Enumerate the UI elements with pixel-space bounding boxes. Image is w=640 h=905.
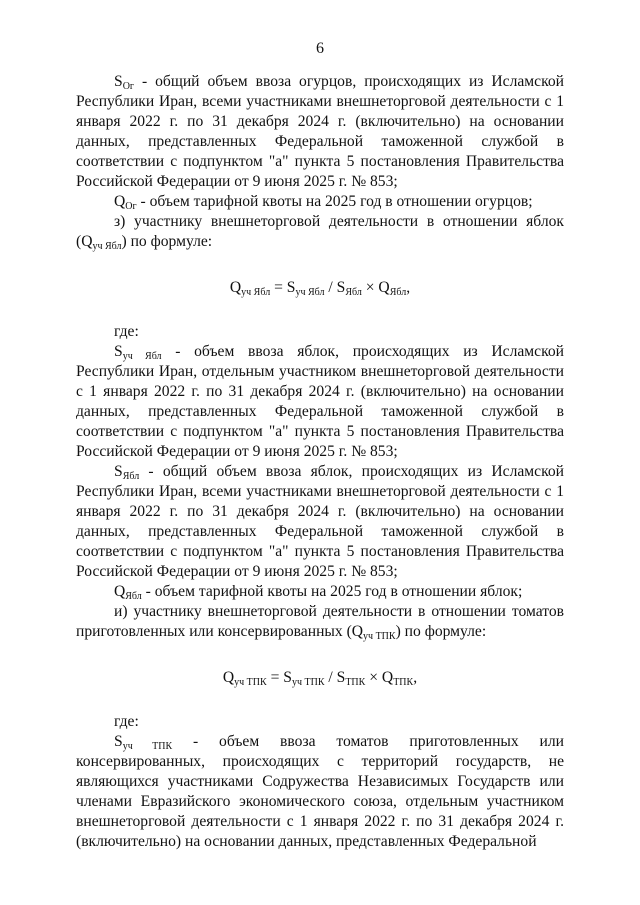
symbol: S xyxy=(114,73,123,90)
where-label-2: где: xyxy=(114,713,139,730)
symbol: Q xyxy=(114,193,126,210)
symbol: S xyxy=(114,463,123,480)
clause-text: и) участнику внешнеторговой деятельности в отношении томатов приготовленных или консервированных (Q xyxy=(76,603,564,640)
definition-s-uch-ybl xyxy=(76,342,564,462)
clause-text-end: ) по формуле: xyxy=(395,623,487,640)
definition-text: - объем ввоза томатов приготовленных или консервированных, происходящих с территорий государств, не являющихся участниками Содружества Независимых Государств или членами Евразийского экономического союза, отдельным участником внешнеторговой деятельности с 1 января 2022 г. по 31 декабря 2024 г. (включительно) на основании данных, представленных Федеральной xyxy=(76,733,564,850)
definition-text: - общий объем ввоза огурцов, происходящих из Исламской Республики Иран, всеми участниками внешнеторговой деятельности с 1 января 2022 г. по 31 декабря 2024 г. (включительно) на основании данных, представленных Федеральной таможенной службой в соответствии с подпунктом "а" пункта 5 постановления Правительства Российской Федерации от 9 июня 2025 г. № 853; xyxy=(76,73,564,190)
symbol-subscript: уч Ябл xyxy=(122,351,162,362)
definition-s-ybl xyxy=(76,462,564,582)
page-content xyxy=(76,72,564,852)
symbol-subscript: Ябл xyxy=(125,591,142,602)
definition-q-og xyxy=(76,192,564,212)
symbol-subscript: Ябл xyxy=(122,471,140,482)
clause-text: з) участнику внешнеторговой деятельности в отношении яблок (Q xyxy=(76,213,564,250)
where-label-1: где: xyxy=(114,323,139,340)
symbol-subscript: Ог xyxy=(122,81,135,92)
clause-text-end: ) по формуле: xyxy=(121,233,213,250)
definition-s-uch-tpk xyxy=(76,732,564,852)
clause-i xyxy=(76,602,564,642)
symbol-subscript: Ог xyxy=(125,201,137,212)
symbol-subscript: уч ТПК xyxy=(122,741,173,752)
definition-text: - объем тарифной квоты на 2025 год в отношении яблок; xyxy=(141,583,523,600)
clause-z xyxy=(76,212,564,252)
definition-text: - общий объем ввоза яблок, происходящих из Исламской Республики Иран, всеми участниками внешнеторговой деятельности с 1 января 2022 г. по 31 декабря 2024 г. (включительно) на основании данных, представленных Федеральной таможенной службой в соответствии с подпунктом "а" пункта 5 постановления Правительства Российской Федерации от 9 июня 2025 г. № 853; xyxy=(76,463,564,580)
symbol-subscript: уч Ябл xyxy=(92,241,122,252)
symbol: S xyxy=(114,733,123,750)
symbol: S xyxy=(114,343,123,360)
symbol-subscript: уч ТПК xyxy=(363,631,396,642)
symbol: Q xyxy=(114,583,126,600)
definition-text: - объем тарифной квоты на 2025 год в отношении огурцов; xyxy=(136,193,533,210)
formula-apples: $Q_{уч Ябл} = S_{уч Ябл} / S_{Ябл} \times Q_{Ябл}$, xyxy=(229,279,411,298)
definition-q-ybl xyxy=(76,582,564,602)
formula-tomatoes: $Q_{уч ТПК} = S_{уч ТПК} / S_{ТПК} \times Q_{ТПК}$, xyxy=(222,669,418,688)
page-number: 6 xyxy=(316,40,324,57)
definition-s-og xyxy=(76,72,564,192)
definition-text: - объем ввоза яблок, происходящих из Исламской Республики Иран, отдельным участником внешнеторговой деятельности с 1 января 2022 г. по 31 декабря 2024 г. (включительно) на основании данных, представленных Федеральной таможенной службой в соответствии с подпунктом "а" пункта 5 постановления Правительства Российской Федерации от 9 июня 2025 г. № 853; xyxy=(76,343,565,460)
